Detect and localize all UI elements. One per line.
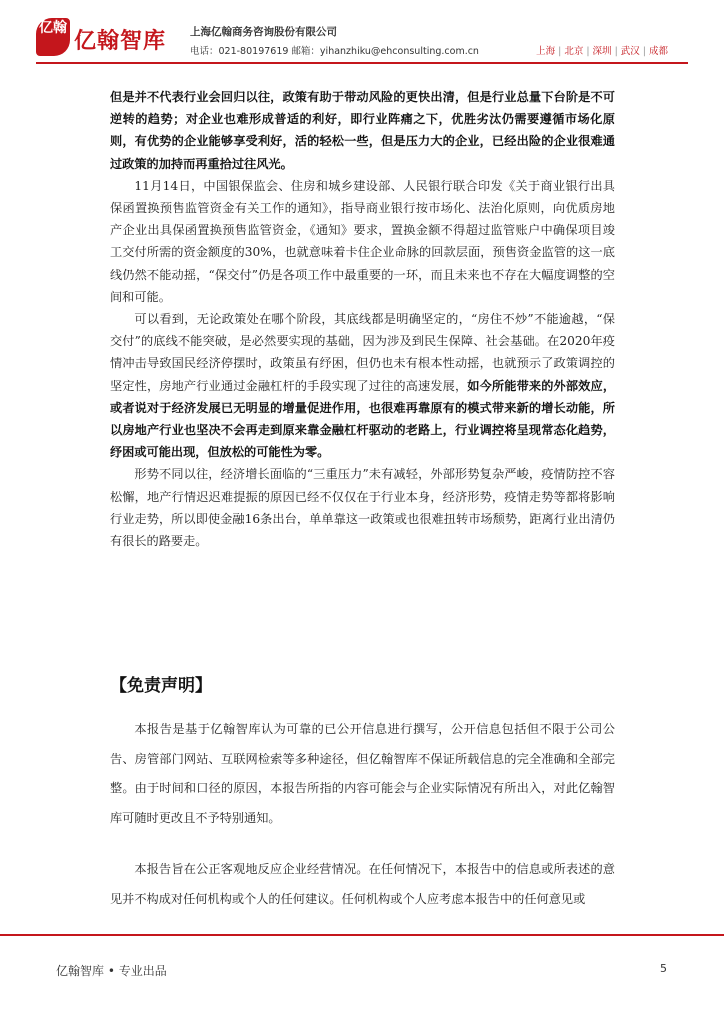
logo (36, 18, 186, 58)
header-divider (36, 62, 688, 64)
disclaimer-title: 【免责声明】 (110, 676, 212, 696)
city-separator: | (642, 46, 646, 57)
body-paragraph-3-normal: 可以看到，无论政策处在哪个阶段，其底线都是明确坚定的，“房住不炒”不能逾越，“保交付”的底线不能突破，是必然要实现的基础，因为涉及到民生保障、社会基础。在2020年疫情冲击导致国民经济停摆时，政策虽有纾困，但仍也未有根本性动摇，也就预示了政策调控的坚定性，房地产行业通过金融杠杆的手段实现了过往的高速发展， (110, 312, 615, 393)
city-beijing: 北京 (564, 46, 584, 57)
report-body (110, 86, 615, 552)
city-shenzhen: 深圳 (592, 46, 612, 57)
body-paragraph-4: 形势不同以往，经济增长面临的“三重压力”未有减轻，外部形势复杂严峻，疫情防控不容松懈，地产行情迟迟难提振的原因已经不仅仅在于行业本身，经济形势，疫情走势等都将影响行业走势，所以即使金融16条出台，单单靠这一政策或也很难扭转市场颓势，距离行业出清仍有很长的路要走。 (110, 467, 615, 549)
body-paragraph-3 (110, 308, 615, 463)
company-name: 上海亿翰商务咨询股份有限公司 (190, 26, 337, 38)
page-number: 5 (660, 962, 667, 975)
body-paragraph-1: 但是并不代表行业会回归以往，政策有助于带动风险的更快出清，但是行业总量下台阶是不可逆转的趋势；对企业也难形成普适的利好，即行业阵痛之下，优胜劣汰仍需要遵循市场化原则，有优势的企业能够享受利好，活的轻松一些，但是压力大的企业，已经出险的企业很难通过政策的加持而再重拾过往风光。 (110, 90, 615, 171)
city-separator: | (614, 46, 618, 57)
disclaimer-paragraph-1-block (110, 715, 615, 833)
disclaimer-paragraph-2-block (110, 855, 615, 914)
city-separator: | (586, 46, 590, 57)
disclaimer-paragraph-1: 本报告是基于亿翰智库认为可靠的已公开信息进行撰写，公开信息包括但不限于公司公告、房管部门网站、互联网检索等多种途径，但亿翰智库不保证所载信息的完全准确和全部完整。由于时间和口径的原因，本报告所指的内容可能会与企业实际情况有所出入，对此亿翰智库可随时更改且不予特别通知。 (110, 722, 615, 825)
logo-mark-icon: 亿翰 (36, 18, 70, 56)
footer-divider (0, 934, 724, 936)
disclaimer-paragraph-2: 本报告旨在公正客观地反应企业经营情况。在任何情况下，本报告中的信息或所表述的意见并不构成对任何机构或个人的任何建议。任何机构或个人应考虑本报告中的任何意见或 (110, 862, 615, 906)
city-chengdu: 成都 (648, 46, 668, 57)
footer-brand: 亿翰智库 • 专业出品 (56, 964, 167, 978)
body-paragraph-3-bold: 如今所能带来的外部效应，或者说对于经济发展已无明显的增量促进作用，也很难再靠原有的模式带来新的增长动能，所以房地产行业也坚决不会再走到原来靠金融杠杆驱动的老路上，行业调控将呈现常态化趋势，纾困或可能出现，但放松的可能性为零。 (110, 378, 616, 460)
city-shanghai: 上海 (536, 46, 556, 57)
page-header (0, 0, 724, 70)
city-separator: | (558, 46, 562, 57)
city-list (536, 43, 668, 57)
city-wuhan: 武汉 (620, 46, 640, 57)
logo-text: 亿翰智库 (74, 29, 167, 54)
body-paragraph-2: 11月14日，中国银保监会、住房和城乡建设部、人民银行联合印发《关于商业银行出具保函置换预售监管资金有关工作的通知》，指导商业银行按市场化、法治化原则，向优质房地产企业出具保函置换预售监管资金，《通知》要求，置换金额不得超过监管账户中确保项目竣工交付所需的资金额度的30%，也就意味着卡住企业命脉的回款层面，预售资金监管的这一底线仍然不能动摇，“保交付”仍是各项工作中最重要的一环，而且未来也不存在大幅度调整的空间和可能。 (110, 178, 615, 304)
contact-info: 电话：021-80197619 邮箱：yihanzhiku@ehconsulting.com.cn (190, 46, 479, 57)
